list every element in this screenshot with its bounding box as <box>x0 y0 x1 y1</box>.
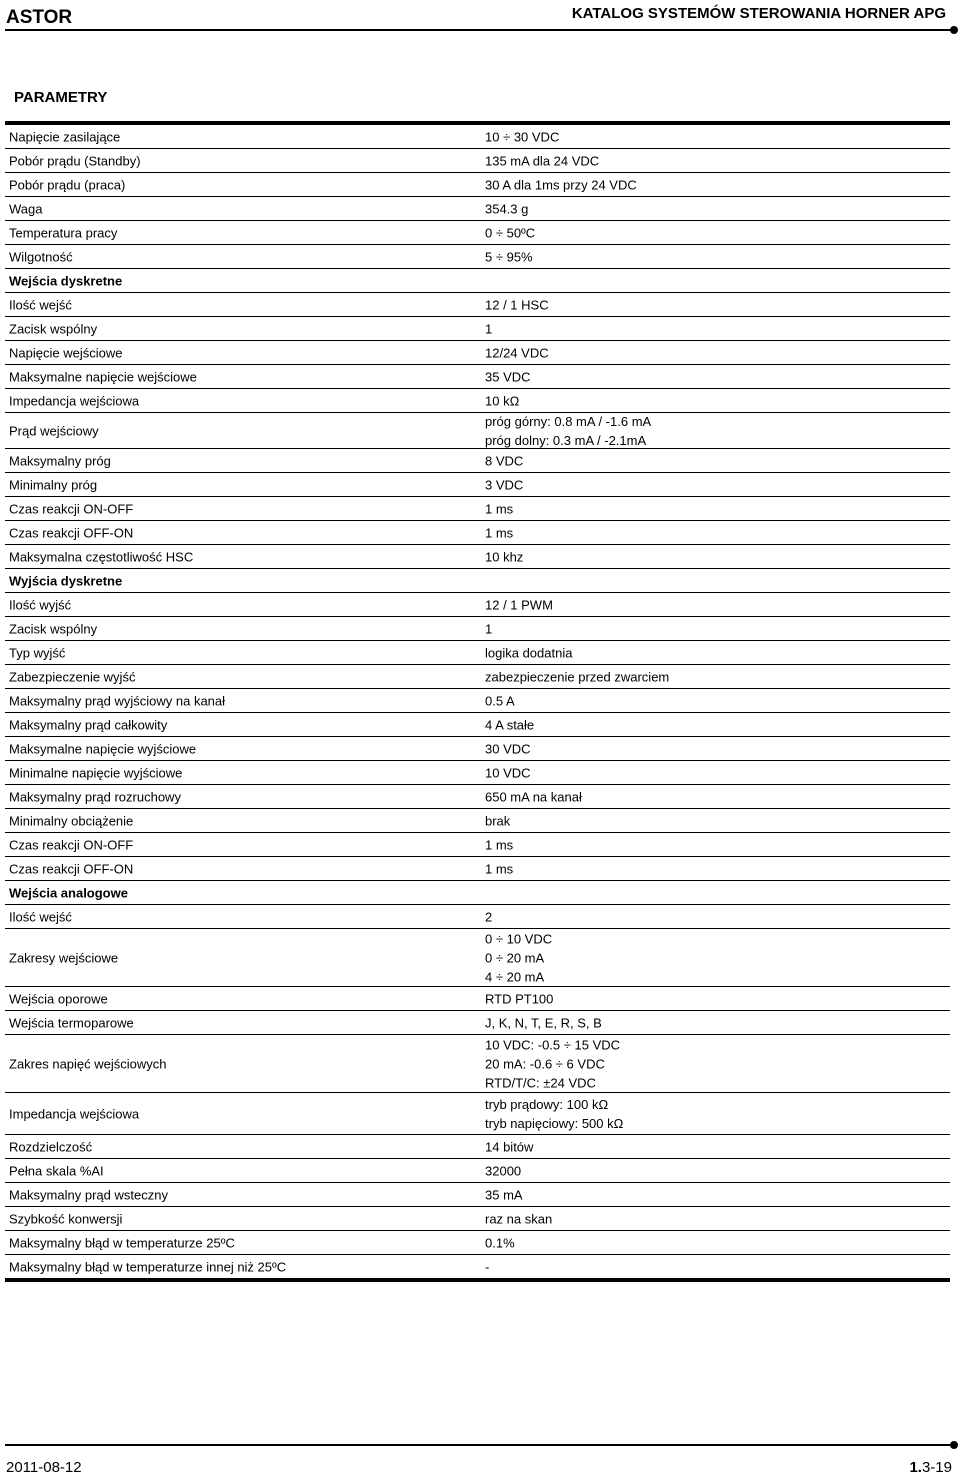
param-value-line: 1 ms <box>485 837 514 852</box>
brand-logo: ASTOR <box>6 7 73 28</box>
table-row <box>5 833 950 856</box>
param-value-line: 0 ÷ 50ºC <box>485 225 536 240</box>
param-value-line: tryb prądowy: 100 kΩ <box>485 1096 609 1112</box>
param-value-line: 1 ms <box>485 861 514 876</box>
param-value <box>485 835 513 854</box>
param-value <box>485 1035 620 1092</box>
table-row <box>5 221 950 244</box>
param-value <box>485 595 553 614</box>
table-row <box>5 341 950 364</box>
param-label: Zacisk wspólny <box>9 621 98 636</box>
param-value-line: 1 <box>485 621 493 636</box>
table-row <box>5 1093 950 1134</box>
param-label: Czas reakcji OFF-ON <box>9 525 134 540</box>
param-label: Impedancja wejściowa <box>9 1106 140 1121</box>
param-value <box>485 412 651 450</box>
param-value-line: 0 ÷ 20 mA <box>485 950 545 965</box>
param-value <box>485 391 519 410</box>
param-label: Napięcie zasilające <box>9 129 121 144</box>
param-value-line: 8 VDC <box>485 453 524 468</box>
table-row <box>5 1183 950 1206</box>
param-value-line: - <box>485 1259 490 1274</box>
param-value-line: logika dodatnia <box>485 645 573 660</box>
param-label: Wyjścia dyskretne <box>9 573 123 588</box>
table-row <box>5 1035 950 1092</box>
param-label: Wilgotność <box>9 249 73 264</box>
param-label: Minimalny obciążenie <box>9 813 134 828</box>
param-label: Czas reakcji ON-OFF <box>9 837 134 852</box>
param-label: Wejścia termoparowe <box>9 1015 134 1030</box>
header-rule <box>5 29 954 31</box>
param-label: Maksymalny błąd w temperaturze 25ºC <box>9 1235 235 1250</box>
param-label: Pełna skala %AI <box>9 1163 104 1178</box>
param-value <box>485 619 492 638</box>
param-value <box>485 929 552 986</box>
param-label: Ilość wyjść <box>9 597 72 612</box>
param-label: Maksymalny błąd w temperaturze innej niż 25ºC <box>9 1259 287 1274</box>
param-value <box>485 295 549 314</box>
param-value <box>485 199 528 218</box>
param-value <box>485 763 531 782</box>
param-value-line: 20 mA: -0.6 ÷ 6 VDC <box>485 1056 605 1071</box>
param-value-line: 10 VDC: -0.5 ÷ 15 VDC <box>485 1037 621 1052</box>
param-label: Maksymalny prąd wsteczny <box>9 1187 168 1202</box>
param-value <box>485 715 534 734</box>
table-row <box>5 1159 950 1182</box>
param-label: Wejścia analogowe <box>9 885 128 900</box>
table-row <box>5 449 950 472</box>
param-value <box>485 1257 489 1276</box>
param-label: Czas reakcji OFF-ON <box>9 861 134 876</box>
param-value-line: J, K, N, T, E, R, S, B <box>485 1015 602 1030</box>
table-row <box>5 905 950 928</box>
param-value-line: 10 khz <box>485 549 524 564</box>
param-value <box>485 499 513 518</box>
param-label: Waga <box>9 201 43 216</box>
table-row <box>5 1135 950 1158</box>
param-label: Ilość wejść <box>9 297 72 312</box>
param-label: Maksymalny próg <box>9 453 111 468</box>
param-value-line: RTD/T/C: ±24 VDC <box>485 1075 596 1090</box>
param-value-line: 10 ÷ 30 VDC <box>485 129 560 144</box>
param-label: Zabezpieczenie wyjść <box>9 669 136 684</box>
param-value <box>485 367 531 386</box>
table-row <box>5 173 950 196</box>
param-label: Zakresy wejściowe <box>9 950 119 965</box>
param-label: Napięcie wejściowe <box>9 345 123 360</box>
param-value <box>485 127 559 146</box>
param-value <box>485 643 572 662</box>
table-row <box>5 1231 950 1254</box>
table-row <box>5 641 950 664</box>
param-value <box>485 451 523 470</box>
param-value-line: 135 mA dla 24 VDC <box>485 153 600 168</box>
param-value <box>485 859 513 878</box>
param-value-line: 354.3 g <box>485 201 529 216</box>
table-row <box>5 737 950 760</box>
param-value <box>485 223 535 242</box>
param-value <box>485 319 492 338</box>
page-number-chapter: 1. <box>909 1459 922 1476</box>
param-value-line: próg górny: 0.8 mA / -1.6 mA <box>485 413 652 429</box>
table-row <box>5 593 950 616</box>
param-value <box>485 787 582 806</box>
table-section-header <box>5 569 950 592</box>
param-value <box>485 1137 533 1156</box>
param-value-line: 3 VDC <box>485 477 524 492</box>
param-value <box>485 1095 623 1133</box>
param-label: Minimalne napięcie wyjściowe <box>9 765 183 780</box>
table-row <box>5 785 950 808</box>
table-row <box>5 987 950 1010</box>
table-section-header <box>5 881 950 904</box>
param-value <box>485 1209 552 1228</box>
section-title: PARAMETRY <box>14 89 108 106</box>
table-row <box>5 665 950 688</box>
param-value-line: 4 A stałe <box>485 717 535 732</box>
param-label: Zakres napięć wejściowych <box>9 1056 167 1071</box>
page-number-rest: 3-19 <box>921 1459 952 1476</box>
param-value <box>485 1013 602 1032</box>
table-row <box>5 713 950 736</box>
param-value <box>485 175 637 194</box>
param-value-line: raz na skan <box>485 1211 553 1226</box>
param-value-line: 650 mA na kanał <box>485 789 582 804</box>
param-label: Maksymalny prąd wyjściowy na kanał <box>9 693 226 708</box>
param-value-line: 30 VDC <box>485 741 531 756</box>
param-value-line: 10 VDC <box>485 765 531 780</box>
param-value <box>485 151 599 170</box>
table-row <box>5 365 950 388</box>
param-value-line: 0.5 A <box>485 693 515 708</box>
table-row <box>5 149 950 172</box>
param-label: Wejścia oporowe <box>9 991 108 1006</box>
param-label: Rozdzielczość <box>9 1139 93 1154</box>
table-row <box>5 929 950 986</box>
param-value <box>485 475 523 494</box>
table-row <box>5 197 950 220</box>
param-value-line: 35 VDC <box>485 369 531 384</box>
param-value-line: 1 ms <box>485 525 514 540</box>
table-row <box>5 497 950 520</box>
param-value-line: zabezpieczenie przed zwarciem <box>485 669 670 684</box>
param-value <box>485 1185 523 1204</box>
param-value <box>485 247 533 266</box>
table-row <box>5 1011 950 1034</box>
param-value <box>485 907 492 926</box>
param-value-line: 12 / 1 PWM <box>485 597 553 612</box>
table-row <box>5 473 950 496</box>
param-value <box>485 739 531 758</box>
param-value-line: brak <box>485 813 511 828</box>
param-value-line: 12/24 VDC <box>485 345 549 360</box>
param-value-line: 0 ÷ 10 VDC <box>485 931 553 946</box>
param-label: Pobór prądu (praca) <box>9 177 126 192</box>
param-label: Temperatura pracy <box>9 225 118 240</box>
param-value-line: 4 ÷ 20 mA <box>485 969 545 984</box>
param-label: Minimalny próg <box>9 477 98 492</box>
param-value-line: 35 mA <box>485 1187 523 1202</box>
table-row <box>5 125 950 148</box>
table-row <box>5 521 950 544</box>
table-section-header <box>5 269 950 292</box>
param-label: Szybkość konwersji <box>9 1211 123 1226</box>
table-row <box>5 1255 950 1278</box>
table-row <box>5 545 950 568</box>
param-value-line: 32000 <box>485 1163 522 1178</box>
footer-rule <box>5 1444 954 1446</box>
param-label: Typ wyjść <box>9 645 66 660</box>
table-row <box>5 1207 950 1230</box>
param-value-line: próg dolny: 0.3 mA / -2.1mA <box>485 432 647 448</box>
param-label: Wejścia dyskretne <box>9 273 123 288</box>
param-value-line: tryb napięciowy: 500 kΩ <box>485 1115 624 1131</box>
param-value <box>485 989 553 1008</box>
param-value <box>485 667 669 686</box>
table-rule-thick <box>5 1278 950 1282</box>
param-value-line: 12 / 1 HSC <box>485 297 549 312</box>
param-value-line: 5 ÷ 95% <box>485 249 533 264</box>
param-label: Prąd wejściowy <box>9 423 99 438</box>
param-value-line: 14 bitów <box>485 1139 534 1154</box>
footer-rule-dot <box>950 1441 958 1449</box>
table-row <box>5 293 950 316</box>
table-row <box>5 761 950 784</box>
table-row <box>5 389 950 412</box>
table-row <box>5 413 950 448</box>
param-value <box>485 691 515 710</box>
param-label: Maksymalne napięcie wejściowe <box>9 369 197 384</box>
table-row <box>5 245 950 268</box>
footer-date: 2011-08-12 <box>6 1459 82 1476</box>
param-value-line: 1 ms <box>485 501 514 516</box>
param-value <box>485 547 523 566</box>
header-rule-dot <box>950 26 958 34</box>
table-row <box>5 317 950 340</box>
param-label: Ilość wejść <box>9 909 72 924</box>
catalog-title: KATALOG SYSTEMÓW STEROWANIA HORNER APG <box>571 5 946 22</box>
table-row <box>5 857 950 880</box>
param-value <box>485 1161 521 1180</box>
param-value-line: 2 <box>485 909 493 924</box>
param-label: Maksymalny prąd całkowity <box>9 717 168 732</box>
table-row <box>5 689 950 712</box>
param-value <box>485 1233 515 1252</box>
param-value-line: 1 <box>485 321 493 336</box>
param-label: Maksymalne napięcie wyjściowe <box>9 741 197 756</box>
param-label: Maksymalna częstotliwość HSC <box>9 549 194 564</box>
param-label: Impedancja wejściowa <box>9 393 140 408</box>
param-value-line: RTD PT100 <box>485 991 554 1006</box>
page-number <box>909 1459 952 1476</box>
param-label: Maksymalny prąd rozruchowy <box>9 789 181 804</box>
param-value <box>485 523 513 542</box>
param-value-line: 0.1% <box>485 1235 515 1250</box>
param-label: Pobór prądu (Standby) <box>9 153 141 168</box>
param-value-line: 30 A dla 1ms przy 24 VDC <box>485 177 637 192</box>
param-value-line: 10 kΩ <box>485 393 520 408</box>
param-value <box>485 343 549 362</box>
param-label: Zacisk wspólny <box>9 321 98 336</box>
table-row <box>5 809 950 832</box>
parameters-table <box>5 121 950 1282</box>
table-row <box>5 617 950 640</box>
param-value <box>485 811 510 830</box>
param-label: Czas reakcji ON-OFF <box>9 501 134 516</box>
